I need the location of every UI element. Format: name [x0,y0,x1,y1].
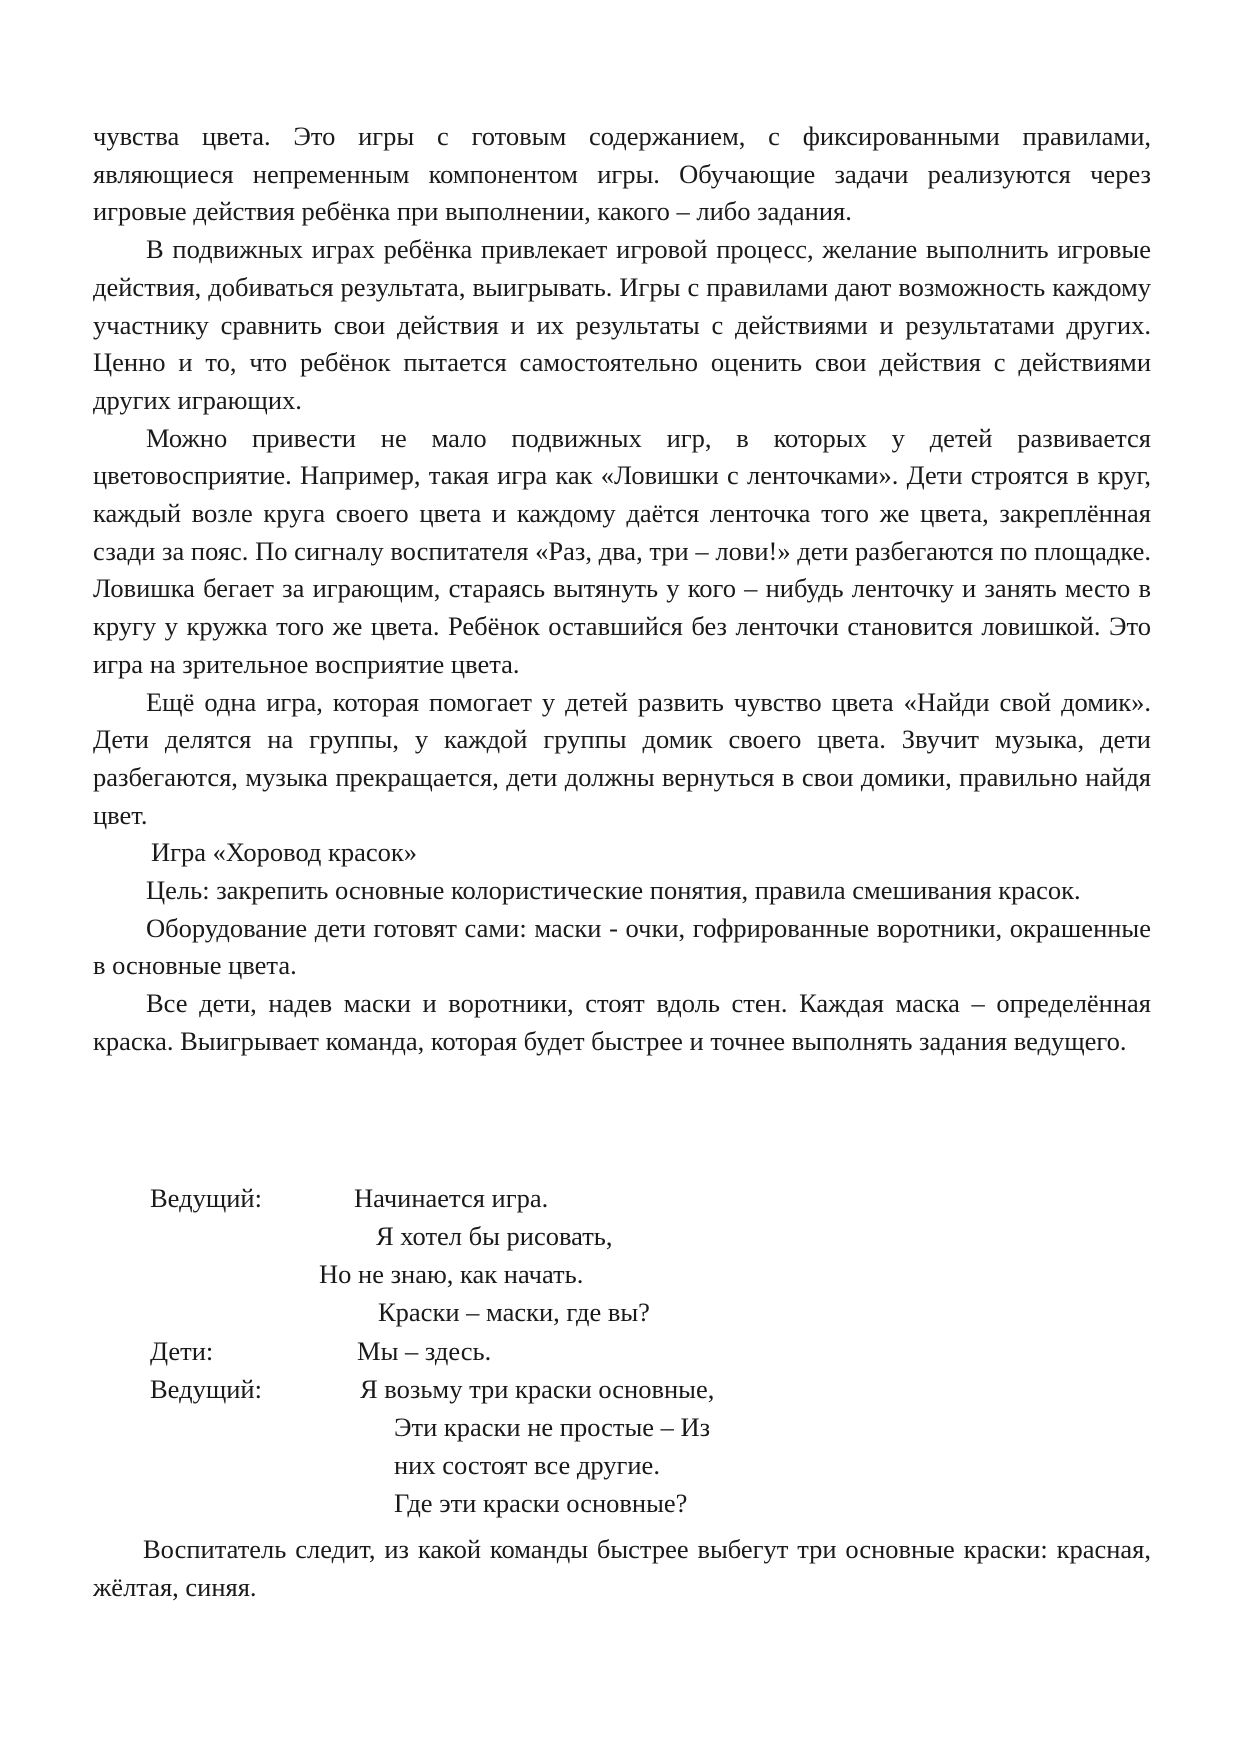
paragraph-find-house-game: Ещё одна игра, которая помогает у детей развить чувство цвета «Найди свой домик». Дети делятся на группы, у каждой группы домик своего цвета. Звучит музыка, дети разбегаются, музыка прекращается, дети должны вернуться в свои домики, правильно найдя цвет. [93,686,1151,830]
dialogue-line: них состоят все другие. [394,1450,660,1480]
dialogue-line: Где эти краски основные? [394,1488,688,1518]
dialogue-line: Эти краски не простые – Из [394,1412,711,1442]
dialogue-line: Начинается игра. [354,1183,549,1213]
speaker-label: Ведущий: [150,1374,262,1404]
closing-text [93,1531,1151,1606]
body-text [93,118,1151,1061]
paragraph-closing: Воспитатель следит, из какой команды быстрее выбегут три основные краски: красная, жёлтая, синяя. [93,1534,1151,1602]
paragraph-rules: Все дети, надев маски и воротники, стоят вдоль стен. Каждая маска – определённая краска. Выигрывает команда, которая будет быстрее и точнее выполнять задания ведущего. [93,988,1151,1056]
paragraph-mobile-games: В подвижных играх ребёнка привлекает игровой процесс, желание выполнить игровые действия, добиваться результата, выигрывать. Игры с правилами дают возможность каждому участнику сравнить свои действия и их результаты с действиями и результатами других. Ценно и то, что ребёнок пытается самостоятельно оценить свои действия с действиями других играющих. [93,234,1151,415]
paragraph-continuation: чувства цвета. Это игры с готовым содержанием, с фиксированными правилами, являющиеся непременным компонентом игры. Обучающие задачи реализуются через игровые действия ребёнка при выполнении, какого – либо задания. [93,121,1151,227]
dialogue-line: Но не знаю, как начать. [319,1259,584,1289]
game-title: Игра «Хоровод красок» [151,837,418,868]
dialogue-line: Я возьму три краски основные, [360,1374,715,1404]
dialogue-line: Мы – здесь. [357,1336,492,1366]
dialogue-line: Краски – маски, где вы? [378,1297,650,1327]
speaker-label: Дети: [150,1336,214,1366]
paragraph-lovishki-game: Можно привести не мало подвижных игр, в которых у детей развивается цветовосприятие. Например, такая игра как «Ловишки с ленточками». Дети строятся в круг, каждый возле круга своего цвета и каждому даётся ленточка того же цвета, закреплённая сзади за пояс. По сигналу воспитателя «Раз, два, три – лови!» дети разбегаются по площадке. Ловишка бегает за играющим, стараясь вытянуть у кого – нибудь ленточку и занять место в кругу у кружка того же цвета. Ребёнок оставшийся без ленточки становится ловишкой. Это игра на зрительное восприятие цвета. [93,422,1151,679]
paragraph-goal: Цель: закрепить основные колористические понятия, правила смешивания красок. [146,875,1081,906]
dialogue-line: Я хотел бы рисовать, [376,1221,613,1251]
speaker-label: Ведущий: [150,1183,262,1213]
paragraph-equipment: Оборудование дети готовят сами: маски - очки, гофрированные воротники, окрашенные в основные цвета. [93,912,1151,981]
